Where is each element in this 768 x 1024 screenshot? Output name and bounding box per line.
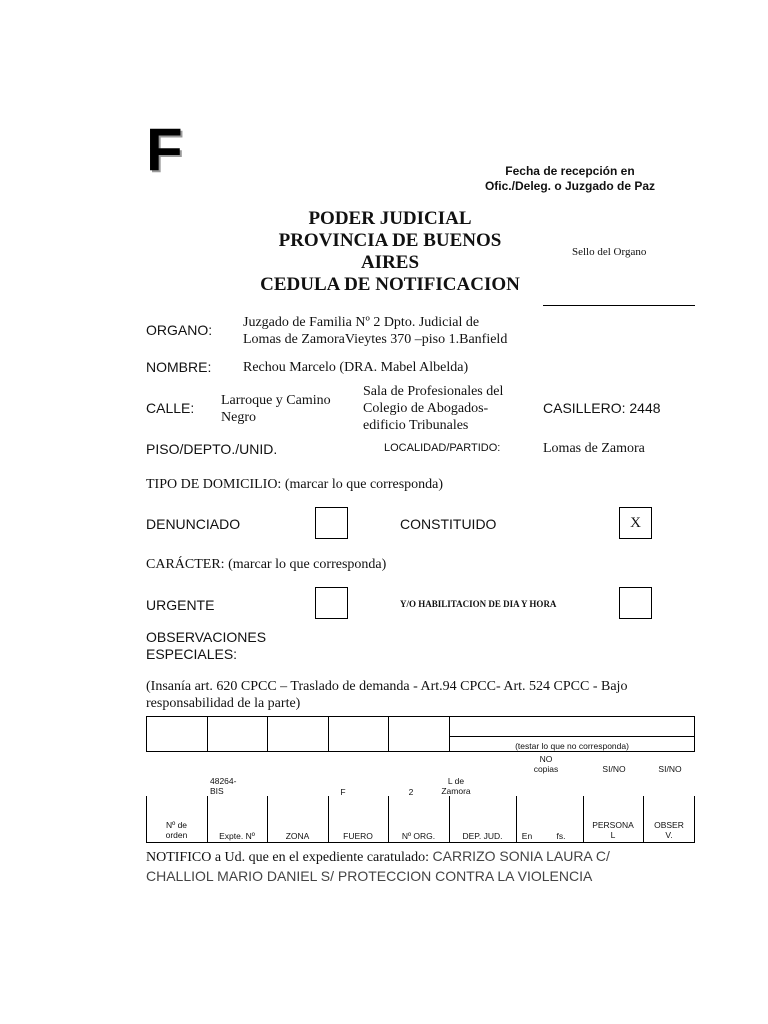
notifico-text xyxy=(146,847,706,886)
header-orden-line-2: orden xyxy=(165,830,188,840)
organo-value-line-2: Lomas de ZamoraVieytes 370 –piso 1.Banfield xyxy=(243,332,508,347)
organo-value-line-1: Juzgado de Familia Nº 2 Dpto. Judicial de xyxy=(243,315,480,330)
header-obser-line-2: V. xyxy=(665,830,673,840)
localidad-label: LOCALIDAD/PARTIDO: xyxy=(384,442,501,454)
constituido-checkbox[interactable]: X xyxy=(619,507,652,539)
piso-label: PISO/DEPTO./UNID. xyxy=(146,441,278,457)
header-org: Nº ORG. xyxy=(401,831,436,841)
no-copias-line-1: NO xyxy=(539,754,553,764)
caratula-line-1: CARRIZO SONIA LAURA C/ xyxy=(432,848,610,864)
header-fs: fs. xyxy=(556,831,566,841)
si-no-label-2: SI/NO xyxy=(658,764,682,774)
observaciones-text-line-1: (Insanía art. 620 CPCC – Traslado de demanda - Art.94 CPCC- Art. 524 CPCC - Bajo xyxy=(146,679,628,694)
urgente-label: URGENTE xyxy=(146,597,215,613)
calle-extra-line-3: edificio Tribunales xyxy=(363,418,469,433)
caracter-label: CARÁCTER: (marcar lo que corresponda) xyxy=(146,557,387,572)
header-orden xyxy=(146,820,207,840)
header-en: En xyxy=(521,831,533,841)
nombre-value: Rechou Marcelo (DRA. Mabel Albelda) xyxy=(243,360,469,375)
constituido-label: CONSTITUIDO xyxy=(400,516,497,532)
document-title xyxy=(240,208,540,296)
calle-label: CALLE: xyxy=(146,400,195,416)
expte-value xyxy=(210,776,236,796)
no-copias-label xyxy=(516,754,576,774)
header-personal-line-1: PERSONA xyxy=(592,820,634,830)
caratula-line-2: CHALLIOL MARIO DANIEL S/ PROTECCION CONTRA LA VIOLENCIA xyxy=(146,868,593,884)
header-obser-line-1: OBSER xyxy=(654,820,684,830)
dep-value-line-2: Zamora xyxy=(441,786,471,796)
notifico-prefix: NOTIFICO a Ud. que en el expediente caratulado: xyxy=(146,850,433,865)
observaciones-text xyxy=(146,678,627,712)
reception-date-label xyxy=(470,164,670,194)
title-line-2: PROVINCIA DE BUENOS xyxy=(278,230,502,251)
si-no-label-1: SI/NO xyxy=(602,764,626,774)
casillero-field: CASILLERO: 2448 xyxy=(543,400,661,416)
observaciones-label xyxy=(146,629,266,663)
header-fuero: FUERO xyxy=(343,831,373,841)
grid-divider xyxy=(267,716,268,752)
header-expte: Expte. Nº xyxy=(219,831,255,841)
localidad-value: Lomas de Zamora xyxy=(543,441,645,456)
calle-extra-line-2: Colegio de Abogados- xyxy=(363,401,489,416)
grid-divider xyxy=(328,716,329,752)
calle-extra-line-1: Sala de Profesionales del xyxy=(363,384,504,399)
form-letter: F xyxy=(146,116,183,183)
calle-value-line-2: Negro xyxy=(221,410,256,425)
reception-line-2: Ofic./Deleg. o Juzgado de Paz xyxy=(484,179,656,193)
title-line-4: CEDULA DE NOTIFICACION xyxy=(260,274,520,295)
observaciones-label-line-1: OBSERVACIONES xyxy=(146,629,267,645)
reception-line-1: Fecha de recepción en xyxy=(505,164,635,178)
organo-value xyxy=(243,314,507,348)
dep-value-line-1: L de xyxy=(447,776,465,786)
no-copias-line-2: copias xyxy=(533,764,559,774)
title-line-3: AIRES xyxy=(360,252,420,273)
observaciones-label-line-2: ESPECIALES: xyxy=(146,646,238,662)
header-obser xyxy=(643,820,695,840)
denunciado-checkbox[interactable] xyxy=(315,507,348,539)
nombre-label: NOMBRE: xyxy=(146,359,212,375)
habilitacion-label: Y/O HABILITACION DE DIA Y HORA xyxy=(400,599,557,609)
header-personal xyxy=(583,820,643,840)
calle-value-line-1: Larroque y Camino xyxy=(221,393,331,408)
header-dep: DEP. JUD. xyxy=(462,831,503,841)
header-personal-line-2: L xyxy=(610,830,616,840)
calle-extra xyxy=(363,383,503,434)
dep-value xyxy=(436,776,476,796)
observaciones-text-line-2: responsabilidad de la parte) xyxy=(146,696,301,711)
grid-divider xyxy=(449,736,695,737)
header-orden-line-1: Nº de xyxy=(165,820,188,830)
header-zona: ZONA xyxy=(285,831,310,841)
calle-value xyxy=(221,392,331,426)
organo-label: ORGANO: xyxy=(146,322,213,338)
fuero-value: F xyxy=(340,787,346,797)
testar-note: (testar lo que no corresponda) xyxy=(515,741,629,751)
habilitacion-checkbox[interactable] xyxy=(619,587,652,619)
urgente-checkbox[interactable] xyxy=(315,587,348,619)
expte-value-line-1: 48264- xyxy=(210,776,237,786)
tipo-domicilio-label: TIPO DE DOMICILIO: (marcar lo que corresponda) xyxy=(146,477,444,492)
title-line-1: PODER JUDICIAL xyxy=(308,208,472,229)
denunciado-label: DENUNCIADO xyxy=(146,516,241,532)
seal-signature-line xyxy=(543,305,695,306)
grid-divider xyxy=(388,716,389,752)
expte-value-line-2: BIS xyxy=(210,786,224,796)
org-value: 2 xyxy=(408,787,414,797)
grid-divider xyxy=(207,716,208,752)
seal-label: Sello del Organo xyxy=(572,246,647,258)
